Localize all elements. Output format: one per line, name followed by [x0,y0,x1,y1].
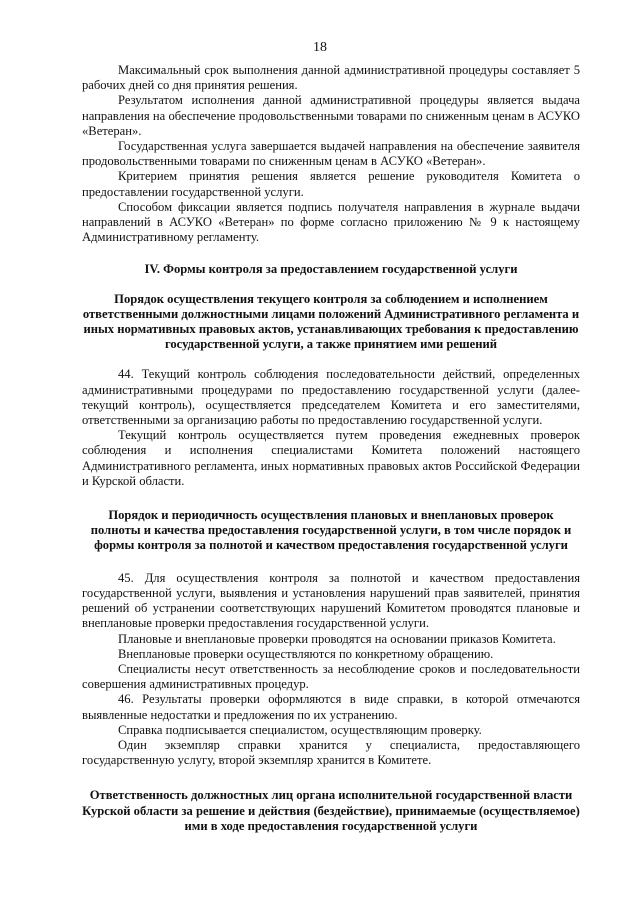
subheading-current-control: Порядок осуществления текущего контроля за соблюдением и исполнением ответственными должностными лицами положений Административного регламента и иных нормативных правовых актов, устанавливающих требования к предоставлению государственной услуги, а также принятием ими решений [82,291,580,352]
paragraph-service-completion: Государственная услуга завершается выдачей направления на обеспечение заявителя продовольственными товарами по сниженным ценам в АСУКО «Ветеран». [82,139,580,169]
page-number: 18 [313,40,327,55]
paragraph-inspection-basis: Плановые и внеплановые проверки проводятся на основании приказов Комитета. [118,631,556,646]
paragraph-44: 44. Текущий контроль соблюдения последовательности действий, определенных административными процедурами по предоставлению государственной услуги (далее- текущий контроль), осуществляется председателем Комитета и его заместителями, ответственными за организацию работы по предоставлению государственной услуги. [82,367,580,428]
paragraph-current-control-method: Текущий контроль осуществляется путем проведения ежедневных проверок соблюдения и исполнения специалистами Комитета положений настоящего Административного регламента, иных нормативных правовых актов Российской Федерации и Курской области. [82,428,580,488]
paragraph-unplanned-inspections: Внеплановые проверки осуществляются по конкретному обращению. [118,646,494,661]
paragraph-specialist-responsibility: Специалисты несут ответственность за несоблюдение сроков и последовательности совершения административных процедур. [82,661,580,692]
subheading-inspections: Порядок и периодичность осуществления плановых и внеплановых проверок полноты и качества предоставления государственной услуги, в том числе порядок и формы контроля за полнотой и качеством предоставления государственной услуги [90,508,572,553]
paragraph-certificate-signing: Справка подписывается специалистом, осуществляющим проверку. [118,722,482,737]
paragraph-45: 45. Для осуществления контроля за полнотой и качеством предоставления государственной услуги, выявления и установления нарушений прав заявителей, принятия решений об устранении соответствующих нарушений Комитетом проводятся плановые и внеплановые проверки предоставления государственной услуги. [82,570,580,631]
paragraph-result: Результатом исполнения данной административной процедуры является выдача направления на обеспечение продовольственными товарами по сниженным ценам в АСУКО «Ветеран». [82,93,580,138]
paragraph-certificate-copies: Один экземпляр справки хранится у специалиста, предоставляющего государственную услугу, второй экземпляр хранится в Комитете. [82,737,580,768]
paragraph-max-duration: Максимальный срок выполнения данной административной процедуры составляет 5 рабочих дней со дня принятия решения. [82,63,580,93]
page-content [82,63,580,848]
paragraph-fixation-method: Способом фиксации является подпись получателя направления в журнале выдачи направлений в АСУКО «Ветеран» по форме согласно приложению № 9 к настоящему Административному регламенту. [82,199,580,245]
section-4-heading: IV. Формы контроля за предоставлением государственной услуги [144,262,518,277]
subheading-official-responsibility: Ответственность должностных лиц органа исполнительной государственной власти Курской области за решение и действия (бездействие), принимаемые (осуществляемое) ими в ходе предоставления государственной услуги [82,788,580,833]
paragraph-decision-criterion: Критерием принятия решения является решение руководителя Комитета о предоставлении государственной услуги. [82,169,580,199]
paragraph-46: 46. Результаты проверки оформляются в виде справки, в которой отмечаются выявленные недостатки и предложения по их устранению. [82,692,580,722]
